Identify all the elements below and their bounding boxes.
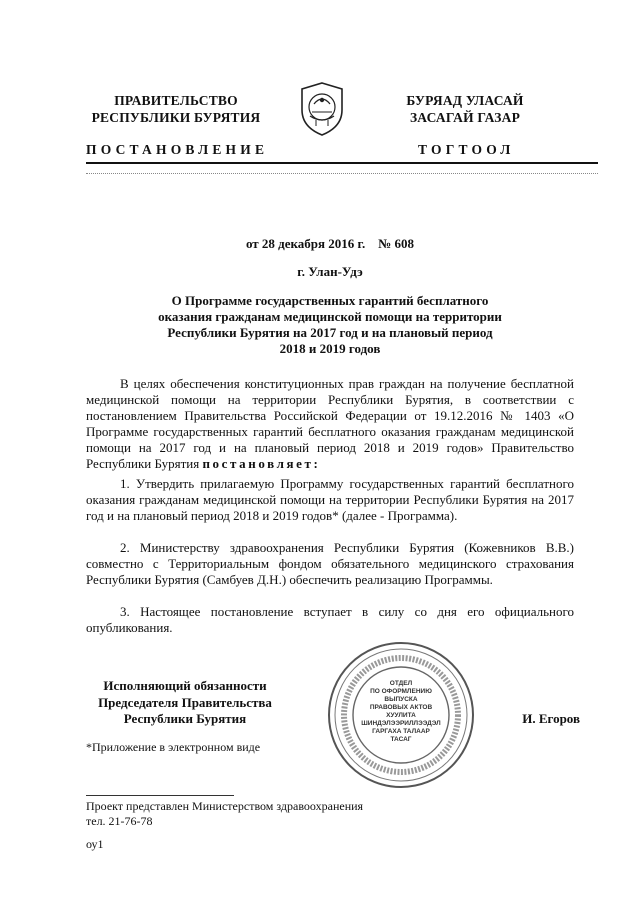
footer-rule bbox=[86, 795, 234, 796]
title-line3: Республики Бурятия на 2017 год и на плановый период bbox=[167, 325, 493, 340]
footer-code: оу1 bbox=[86, 837, 104, 851]
signature-line3: Республики Бурятия bbox=[123, 711, 247, 726]
stamp-line8: ТАСАГ bbox=[390, 736, 412, 743]
stamp-line3: ВЫПУСКА bbox=[384, 696, 418, 703]
coat-of-arms-icon bbox=[298, 80, 346, 138]
footer-block bbox=[86, 799, 426, 852]
header-right bbox=[376, 92, 554, 126]
stamp-inner-text bbox=[354, 680, 448, 744]
official-stamp bbox=[326, 640, 476, 790]
item-1: 1. Утвердить прилагаемую Программу государственных гарантий бесплатного оказания гражданам медицинской помощи на территории Республики Бурятия на 2017 год и на плановый период 2018 и 2019 годов* (далее - Программа). bbox=[86, 476, 574, 523]
item-2: 2. Министерству здравоохранения Республики Бурятия (Кожевников В.В.) совместно с Территориальным фондом обязательного медицинского страхования Республики Бурятия (Самбуев Д.Н.) обеспечить реализацию Программы. bbox=[86, 540, 574, 587]
document-title bbox=[100, 293, 560, 357]
title-line1: О Программе государственных гарантий бесплатного bbox=[171, 293, 489, 308]
date-number: от 28 декабря 2016 г. № 608 bbox=[245, 236, 415, 251]
preamble-verb: постановляет: bbox=[202, 456, 321, 471]
signature-line1: Исполняющий обязанности bbox=[103, 678, 267, 693]
footer-line2: тел. 21-76-78 bbox=[86, 814, 153, 828]
stamp-line5: ХУУЛИТА bbox=[386, 712, 416, 719]
stamp-line4: ПРАВОВЫХ АКТОВ bbox=[369, 704, 433, 711]
title-togtool: ТОГТООЛ bbox=[418, 142, 515, 157]
header-right-line1: БУРЯАД УЛАСАЙ bbox=[406, 93, 524, 108]
stamp-line2: ПО ОФОРМЛЕНИЮ bbox=[370, 688, 432, 695]
title-line4: 2018 и 2019 годов bbox=[279, 341, 381, 356]
title-postanovlenie: ПОСТАНОВЛЕНИЕ bbox=[86, 142, 269, 157]
signature-line2: Председателя Правительства bbox=[98, 694, 272, 710]
header-dotted-rule bbox=[86, 173, 598, 174]
preamble bbox=[86, 376, 574, 472]
stamp-line1: ОТДЕЛ bbox=[389, 680, 413, 687]
signature-name: И. Егоров bbox=[522, 711, 580, 726]
stamp-line7: ГАРГАХА ТАЛААР bbox=[372, 728, 430, 735]
header-left-line2: РЕСПУБЛИКИ БУРЯТИЯ bbox=[91, 110, 261, 125]
stamp-line6: ШИНДЭЛЭЭРИЛЛЭЭДЭЛ bbox=[361, 720, 441, 727]
preamble-text: В целях обеспечения конституционных прав граждан на получение бесплатной медицинской помощи на территории Республики Бурятия, в соответствии с постановлением Правительства Российской Федерации от 19.12.2016 № 1403 «О Программе государственных гарантий бесплатного оказания гражданам медицинской помощи на 2017 год и на плановый период 2018 и 2019 годов» Правительство Республики Бурятия bbox=[86, 376, 574, 471]
emblem bbox=[298, 80, 346, 138]
header-right-line2: ЗАСАГАЙ ГАЗАР bbox=[409, 110, 521, 125]
footer-line1: Проект представлен Министерством здравоохранения bbox=[86, 799, 364, 813]
title-line2: оказания гражданам медицинской помощи на территории bbox=[158, 309, 502, 324]
appendix-note: *Приложение в электронном виде bbox=[86, 740, 261, 754]
header-left bbox=[84, 92, 268, 126]
signature-position bbox=[80, 678, 290, 728]
header-left-line1: ПРАВИТЕЛЬСТВО bbox=[114, 93, 238, 108]
header-rule bbox=[86, 162, 598, 164]
city: г. Улан-Удэ bbox=[297, 264, 363, 279]
item-3: 3. Настоящее постановление вступает в силу со дня его официального опубликования. bbox=[86, 604, 574, 635]
